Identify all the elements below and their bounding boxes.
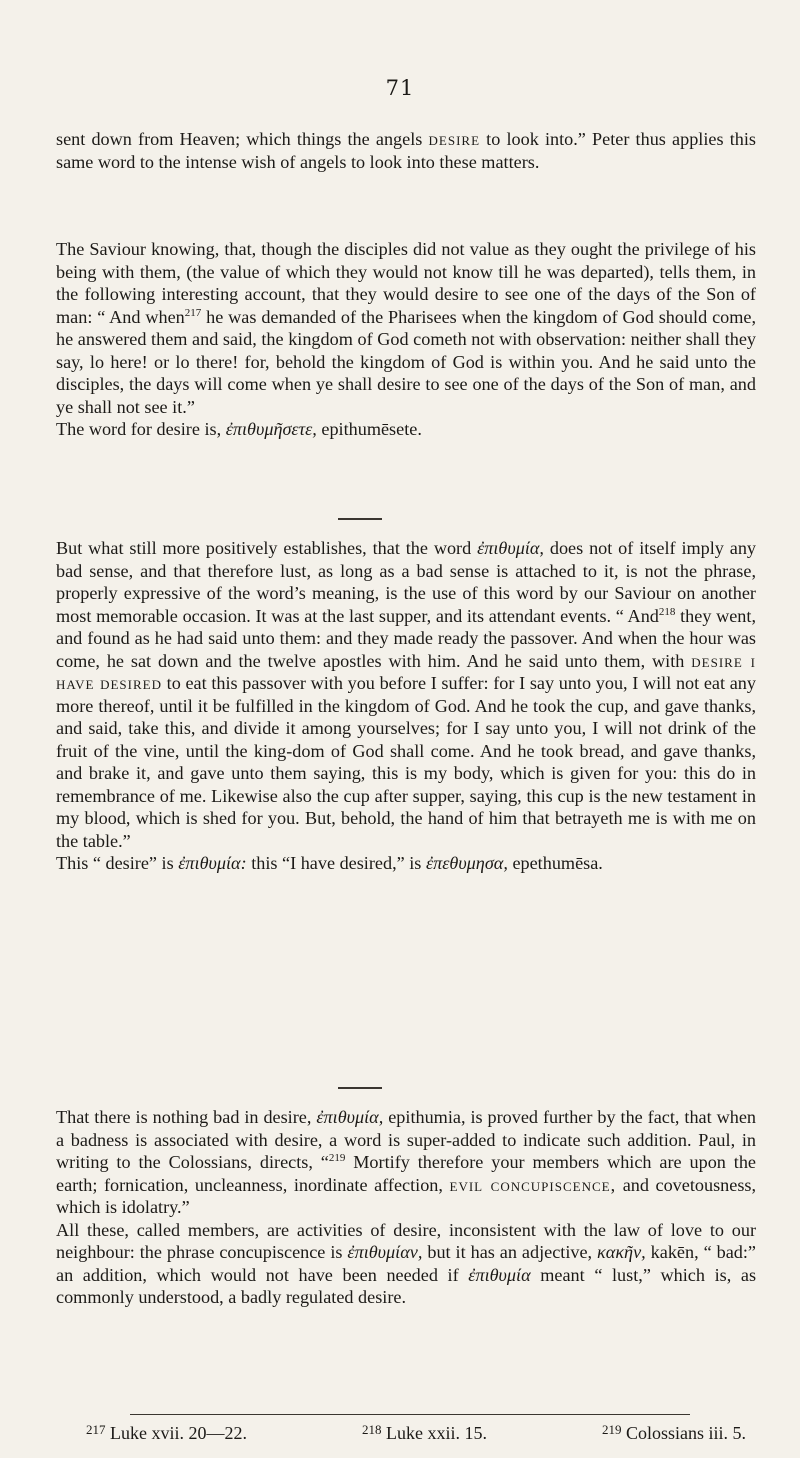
greek-word: ἐπιθυμία, [316,1107,384,1127]
text: he was demanded of the Pharisees when the kingdom of God should come, he answered them and said, the kingdom of God cometh not with observation: neither shall they say, lo here! or lo there! for, behold the kingdom of God is within you. And he said unto the disciples, the days will come when ye shall desire to see one of the days of the Son of man, and ye shall not see it.” [56,306,757,417]
footnote-text: Colossians iii. 5. [625,1423,746,1443]
section-divider [338,1087,382,1089]
paragraph-saviour-knowing [56,238,756,441]
text: epithumia, is proved further by the fact, that when a badness is associated with desire, a word is super-added to indicate such addition. Paul, in writing to the Colossians, directs, “ [56,1107,757,1172]
greek-word: ἐπιθυμία, [477,538,544,558]
footnote-ref: 219 [328,1152,346,1164]
footnote-text: Luke xvii. 20—22. [110,1423,247,1443]
footnotes [86,1423,746,1444]
footnote-text: Luke xxii. 15. [385,1423,487,1443]
text: but it has an adjective, [427,1242,593,1262]
small-caps-text: desire [428,129,481,149]
paragraph-nothing-bad [56,1106,756,1309]
footnote-rule [130,1414,690,1415]
footnote-number: 219 [601,1422,622,1437]
page-number: 71 [385,76,415,100]
greek-word: ἐπεθυμησα, [425,853,508,873]
text: This “ desire” is [56,853,174,873]
text: That there is nothing bad in desire, [56,1107,312,1127]
text: and covetousness, which is idolatry.” [56,1174,757,1217]
greek-word: κακῆν, [597,1242,646,1262]
paragraph-last-supper [56,537,756,875]
text: to eat this passover with you before I suffer: for I say unto you, I will not eat any more thereof, until it be fulfilled in the kingdom of God. And he took the cup, and gave thanks, and said, take this, and divide it among yourselves; for I say unto you, I will not drink of the fruit of the vine, until the king-dom of God shall come. And he took bread, and gave thanks, and brake it, and gave unto them saying, this is my body, which is given for you: this do in remembrance of me. Likewise also the cup after supper, saying, this cup is the new testament in my blood, which is shed for you. But, behold, the hand of him that betrayeth me is with me on the table.” [56,673,756,851]
section-divider [338,518,382,520]
greek-word: ἐπιθυμία [468,1264,531,1285]
text: Mortify therefore your members which are upon the earth; fornication, uncleanness, inordinate affection, [56,1152,756,1195]
text: meant “ lust,” which is, as commonly understood, a badly regulated desire. [56,1264,757,1307]
text: this “I have desired,” is [251,853,422,873]
text: kakēn, “ bad:” an addition, which would not have been needed if [56,1242,756,1285]
greek-word: ἐπιθυμῆσετε, [225,419,317,439]
footnote-ref: 217 [184,306,202,319]
text: they went, and found as he had said unto them: and they made ready the passover. And when the hour was come, he sat down and the twelve apostles with him. And he said unto them, with [56,605,757,671]
greek-word: ἐπιθυμίαν, [347,1242,423,1262]
footnote [86,1423,247,1444]
text: does not of itself imply any bad sense, and that therefore lust, as long as a bad sense is attached to it, is not the phrase, properly expressive of the word’s meaning, is the use of this word by our Saviour on another most memorable occasion. It was at the last supper, and its attendant events. “ And [56,538,757,626]
text: epethumēsa. [512,853,603,873]
footnote-number: 218 [361,1422,382,1437]
text: But what still more positively establishes, that the word [56,538,472,558]
small-caps-text: desire i have desired [56,650,756,693]
text: All these, called members, are activities of desire, inconsistent with the law of love to our neighbour: the phrase concupiscence is [56,1219,756,1262]
text: The word for desire is, [56,419,222,439]
footnote [602,1423,746,1444]
small-caps-text: evil concupiscence, [449,1174,617,1195]
footnote-ref: 218 [658,605,676,618]
footnote-number: 217 [86,1422,106,1437]
paragraph-angels [56,128,756,173]
text: sent down from Heaven; which things the angels [56,129,423,149]
footnote [362,1423,487,1444]
text: The Saviour knowing, that, though the disciples did not value as they ought the privilege of his being with them, (the value of which they would not know till he was departed), tells them, in the following interesting account, that they would desire to see one of the days of the Son of man: “ And when [56,239,756,327]
text: epithumēsete. [321,419,422,439]
greek-word: ἐπιθυμία: [178,853,247,873]
text: to look into.” Peter thus applies this same word to the intense wish of angels to look into these matters. [56,129,756,172]
